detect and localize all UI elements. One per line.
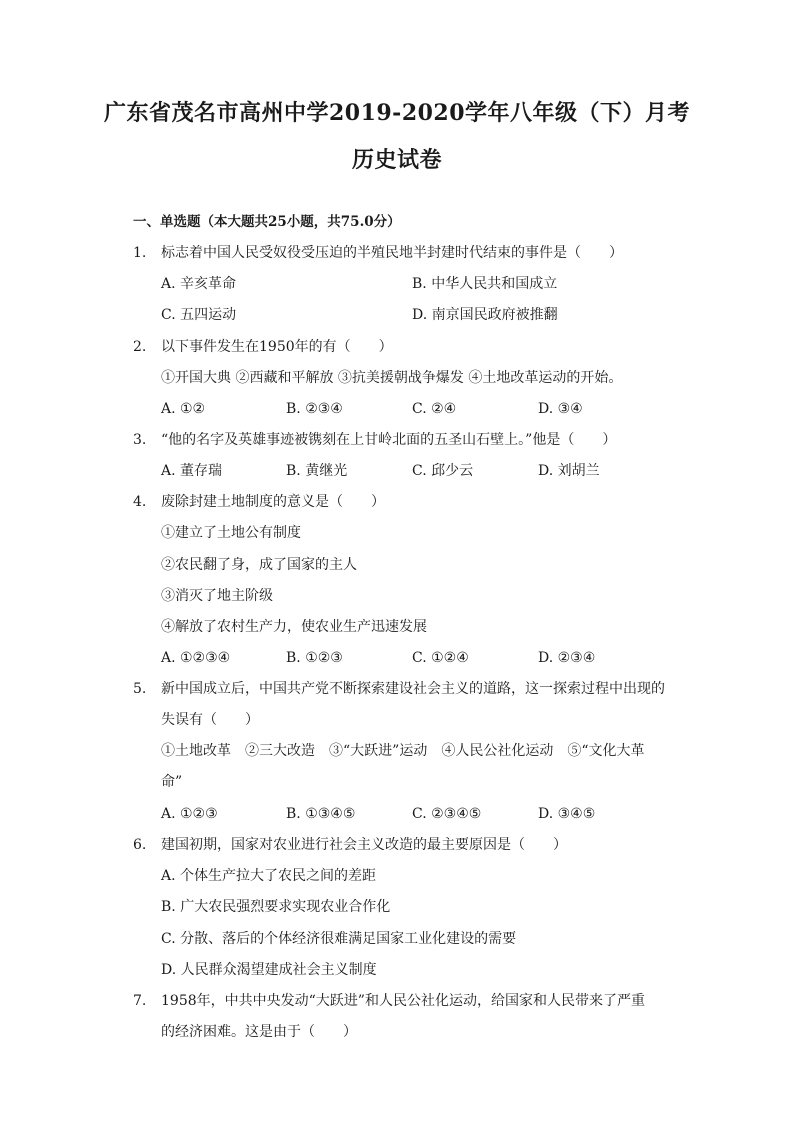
question-stem: 标志着中国人民受奴役受压迫的半殖民地半封建时代结束的事件是（ ）	[161, 245, 623, 261]
question-stem: 1958年，中共中央发动“大跃进”和人民公社化运动，给国家和人民带来了严重	[161, 993, 645, 1009]
question-stem-line: ①建立了土地公有制度	[161, 525, 301, 541]
option-d: D. 刘胡兰	[538, 463, 600, 479]
option-b: B. 广大农民强烈要求实现农业合作化	[161, 899, 391, 915]
option-b: B. ①③④⑤	[286, 806, 356, 822]
option-a: A. ①②③④	[161, 650, 231, 666]
question-number: 4.	[133, 494, 147, 510]
option-c: C. ①②④	[412, 650, 469, 666]
question-stem: 新中国成立后，中国共产党不断探索建设社会主义的道路，这一探索过程中出现的	[161, 681, 665, 697]
question-stem-line: ③消灭了地主阶级	[161, 588, 273, 604]
option-c: C. ②③④⑤	[412, 806, 482, 822]
question-stem-line: 命”	[161, 774, 183, 790]
option-a: A. ①②	[161, 401, 206, 417]
exam-title-line-1: 广东省茂名市高州中学2019-2020学年八年级（下）月考	[103, 100, 691, 126]
option-d: D. ③④⑤	[538, 806, 596, 822]
question-stem-line: ①开国大典 ②西藏和平解放 ③抗美援朝战争爆发 ④土地改革运动的开始。	[161, 370, 623, 386]
question-stem: 建国初期，国家对农业进行社会主义改造的最主要原因是（ ）	[161, 837, 567, 853]
question-stem: 废除封建土地制度的意义是（ ）	[161, 494, 385, 510]
option-c: C. 邱少云	[412, 463, 474, 479]
exam-title-line-2: 历史试卷	[351, 147, 442, 173]
question-number: 7.	[133, 993, 147, 1009]
option-a: A. ①②③	[161, 806, 218, 822]
question-number: 2.	[133, 339, 147, 355]
option-d: D. ②③④	[538, 650, 596, 666]
question-number: 1.	[133, 245, 147, 261]
option-c: C. 分散、落后的个体经济很难满足国家工业化建设的需要	[161, 931, 517, 947]
option-b: B. 中华人民共和国成立	[412, 276, 558, 292]
option-c: C. ②④	[412, 401, 457, 417]
option-a: A. 个体生产拉大了农民之间的差距	[161, 868, 377, 884]
option-b: B. ①②③	[286, 650, 343, 666]
option-a: A. 辛亥革命	[161, 276, 237, 292]
option-a: A. 董存瑞	[161, 463, 223, 479]
section-header: 一、单选题（本大题共25小题，共75.0分）	[133, 214, 401, 230]
question-stem: “他的名字及英雄事迹被镌刻在上甘岭北面的五圣山石壁上。”他是（ ）	[161, 432, 617, 448]
question-number: 6.	[133, 837, 147, 853]
option-b: B. ②③④	[286, 401, 343, 417]
question-number: 5.	[133, 681, 147, 697]
question-number: 3.	[133, 432, 147, 448]
option-d: D. 南京国民政府被推翻	[412, 307, 558, 323]
question-stem-line: ④解放了农村生产力，使农业生产迅速发展	[161, 619, 427, 635]
option-d: D. 人民群众渴望建成社会主义制度	[161, 962, 377, 978]
question-stem-line: ②农民翻了身，成了国家的主人	[161, 557, 357, 573]
question-stem-line: 失误有（ ）	[161, 712, 259, 728]
question-stem-line: 的经济困难。这是由于（ ）	[161, 1024, 357, 1040]
option-d: D. ③④	[538, 401, 583, 417]
question-stem-line: ①土地改革 ②三大改造 ③“大跃进”运动 ④人民公社化运动 ⑤“文化大革	[161, 743, 645, 759]
question-stem: 以下事件发生在1950年的有（ ）	[161, 339, 393, 355]
option-c: C. 五四运动	[161, 307, 237, 323]
option-b: B. 黄继光	[286, 463, 348, 479]
